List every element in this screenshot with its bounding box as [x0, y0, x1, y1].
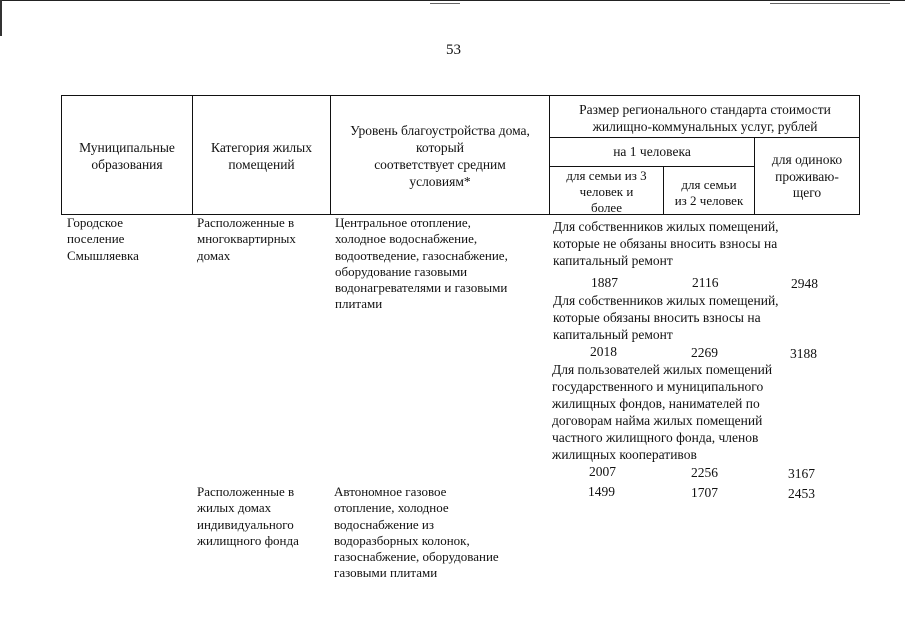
header-single-resident: для одиноко проживаю- щего — [771, 152, 843, 200]
header-family-3: для семьи из 3 человек и более — [566, 168, 647, 215]
value-single-group2: 3188 — [790, 346, 817, 361]
page-number: 53 — [446, 42, 461, 58]
value-family2-row2: 1707 — [691, 485, 718, 500]
value-family3-group3: 2007 — [589, 464, 616, 479]
scan-mark — [430, 3, 460, 4]
header-municipalities: Муниципальные образования — [79, 140, 175, 172]
level-autonomous-gas-heating: Автономное газовое отопление, холодное водоснабжение из водоразборных колонок, газоснабжение, оборудование газовыми плитами — [334, 484, 499, 581]
scan-mark — [770, 3, 890, 4]
header-improvement-level: Уровень благоустройства дома, который соответствует средним условиям* — [350, 123, 530, 189]
level-central-heating: Центральное отопление, холодное водоснабжение, водоотведение, газоснабжение, оборудование газовыми водонагревателями и газовыми плитами — [335, 215, 508, 312]
value-family2-group3: 2256 — [691, 465, 718, 480]
header-regional-standard-size: Размер регионального стандарта стоимости жилищно-коммунальных услуг, рублей — [579, 102, 831, 134]
value-single-row2: 2453 — [788, 486, 815, 501]
header-housing-category: Категория жилых помещений — [211, 140, 312, 172]
value-family3-group2: 2018 — [590, 344, 617, 359]
value-family2-group2: 2269 — [691, 345, 718, 360]
header-family-2: для семьи из 2 человек — [674, 177, 744, 208]
value-single-group3: 3167 — [788, 466, 815, 481]
scan-border-top — [0, 0, 905, 1]
group-users-tenants: Для пользователей жилых помещений государственного и муниципального жилищных фондов, нанимателей по договорам найма жилых помещений частного жилищного фонда, членов жилищных кооперативов — [552, 362, 773, 462]
value-family2-group1: 2116 — [692, 275, 719, 290]
category-apartment-buildings: Расположенные в многоквартирных домах — [197, 215, 296, 263]
group-owners-obliged: Для собственников жилых помещений, которые обязаны вносить взносы на капитальный ремонт — [553, 293, 779, 342]
group-owners-not-obliged: Для собственников жилых помещений, которые не обязаны вносить взносы на капитальный ремонт — [553, 219, 779, 268]
category-individual-houses: Расположенные в жилых домах индивидуального жилищного фонда — [197, 484, 299, 548]
value-family3-row2: 1499 — [588, 484, 615, 499]
scan-border-left — [0, 0, 2, 36]
municipality-cell: Городское поселение Смышляевка — [67, 215, 139, 263]
header-per-person: на 1 человека — [613, 144, 691, 159]
value-family3-group1: 1887 — [591, 275, 618, 290]
value-single-group1: 2948 — [791, 276, 818, 291]
